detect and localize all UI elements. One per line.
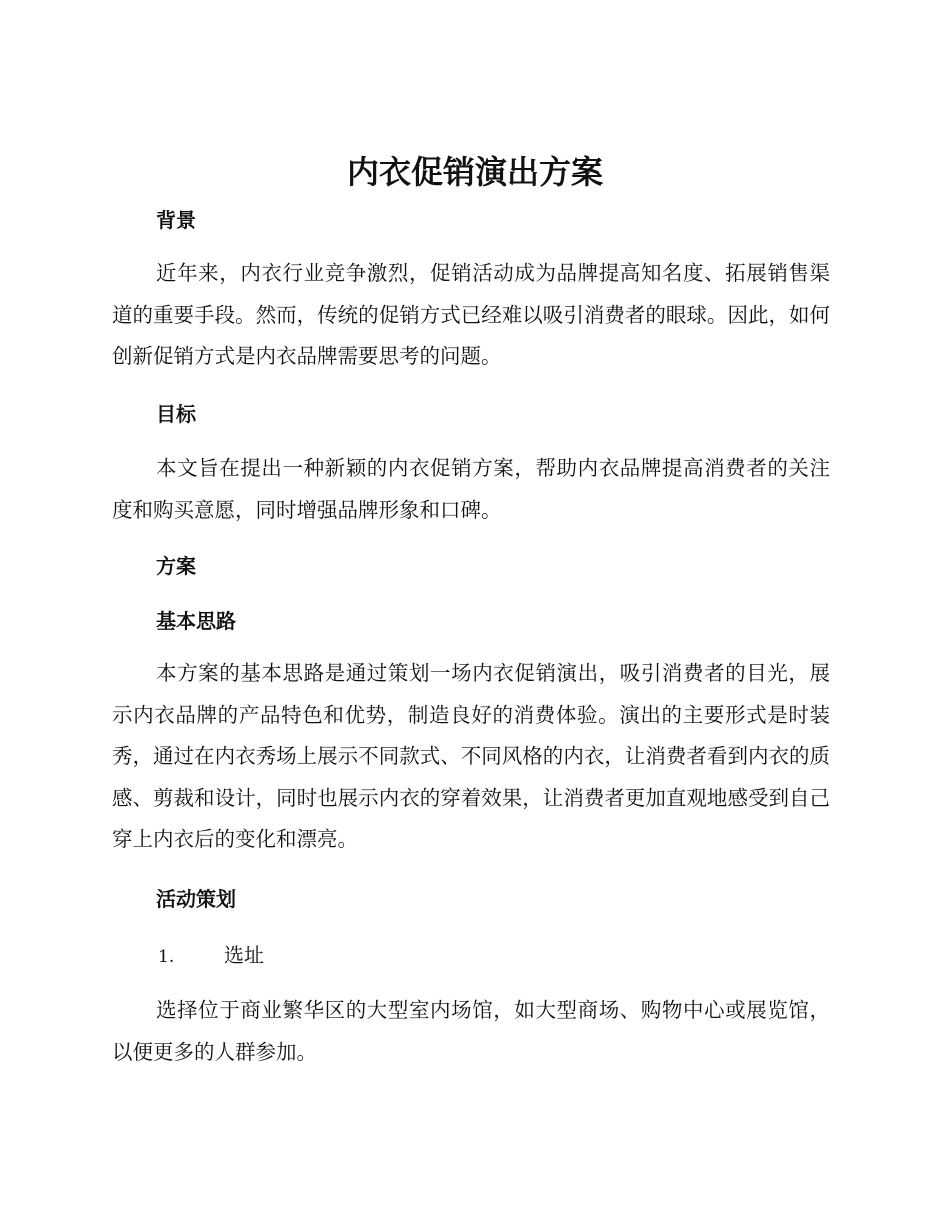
heading-goal: 目标 (156, 402, 196, 426)
list-item-number: 1. (158, 947, 175, 967)
heading-background: 背景 (156, 208, 196, 232)
document-title: 内衣促销演出方案 (346, 153, 603, 191)
heading-activity-planning: 活动策划 (156, 887, 236, 911)
paragraph-background: 近年来，内衣行业竞争激烈，促销活动成为品牌提高知名度、拓展销售渠道的重要手段。然而，传统的促销方式已经难以吸引消费者的眼球。因此，如何创新促销方式是内衣品牌需要思考的问题。 (112, 261, 830, 368)
paragraph-basic-idea: 本方案的基本思路是通过策划一场内衣促销演出，吸引消费者的目光，展示内衣品牌的产品特色和优势，制造良好的消费体验。演出的主要形式是时装秀，通过在内衣秀场上展示不同款式、不同风格的内衣，让消费者看到内衣的质感、剪裁和设计，同时也展示内衣的穿着效果，让消费者更加直观地感受到自己穿上内衣后的变化和漂亮。 (112, 661, 830, 851)
heading-basic-idea: 基本思路 (156, 609, 236, 633)
list-item-label: 选址 (224, 943, 264, 967)
heading-plan: 方案 (156, 554, 196, 578)
paragraph-goal: 本文旨在提出一种新颖的内衣促销方案，帮助内衣品牌提高消费者的关注度和购买意愿，同时增强品牌形象和口碑。 (112, 456, 830, 522)
list-item-site-selection (158, 938, 264, 974)
paragraph-site-selection: 选择位于商业繁华区的大型室内场馆，如大型商场、购物中心或展览馆，以便更多的人群参加。 (112, 998, 830, 1064)
